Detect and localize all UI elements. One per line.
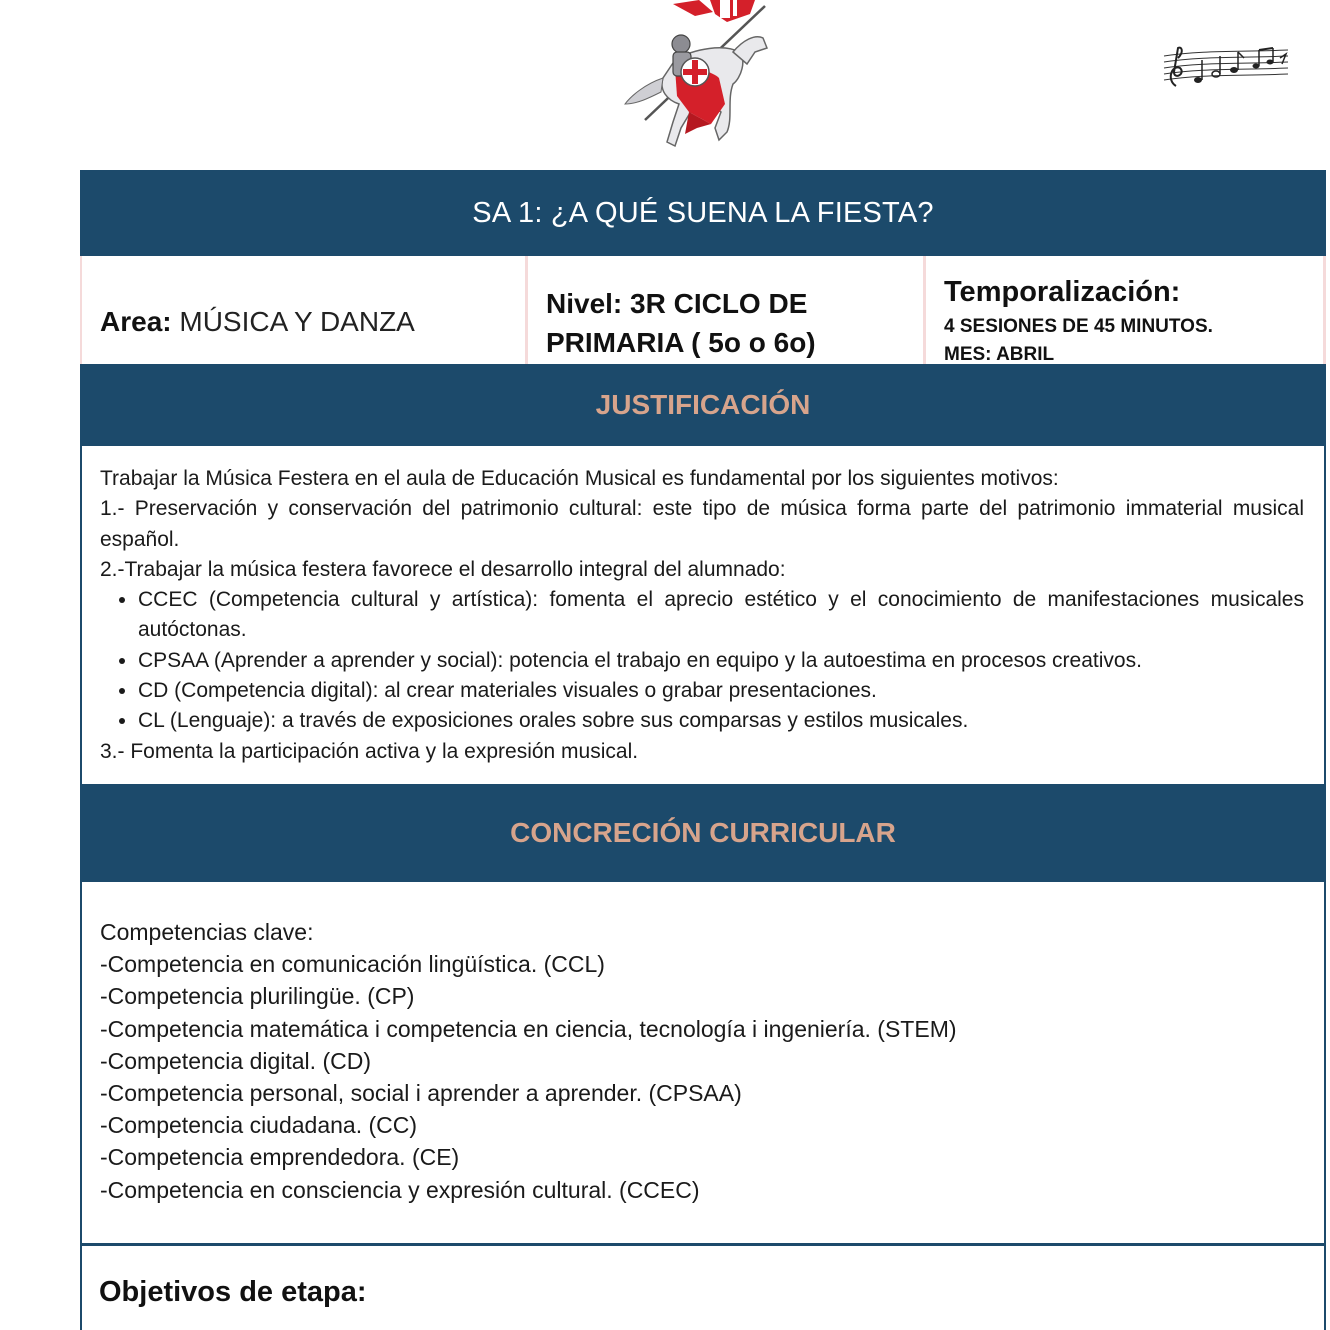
temporalizacion-title: Temporalización: bbox=[944, 276, 1181, 308]
competencias-heading: Competencias clave: bbox=[100, 919, 314, 945]
list-item: -Competencia en consciencia y expresión cultural. (CCEC) bbox=[100, 1176, 700, 1203]
list-item: -Competencia matemática i competencia en ciencia, tecnología i ingeniería. (STEM) bbox=[100, 1015, 957, 1042]
list-item: -Competencia emprendedora. (CE) bbox=[100, 1144, 460, 1171]
list-item: • CPSAA (Aprender a aprender y social): potencia el trabajo en equipo y la autoestima en procesos creativos. bbox=[138, 646, 1304, 676]
area-value: MÚSICA Y DANZA bbox=[179, 306, 415, 337]
justificacion-intro: Trabajar la Música Festera en el aula de Educación Musical es fundamental por los siguientes motivos: bbox=[100, 467, 1059, 490]
list-item: • CL (Lenguaje): a través de exposiciones orales sobre sus comparsas y estilos musicales. bbox=[138, 706, 1304, 736]
list-item: -Competencia digital. (CD) bbox=[100, 1047, 371, 1074]
situation-title-bar bbox=[80, 170, 1326, 256]
justificacion-point-2: 2.-Trabajar la música festera favorece el desarrollo integral del alumnado: bbox=[100, 557, 786, 581]
info-row bbox=[80, 256, 1326, 364]
list-item: • CD (Competencia digital): al crear materiales visuales o grabar presentaciones. bbox=[138, 676, 1304, 706]
concrecion-body bbox=[80, 882, 1326, 1244]
objetivos-title: Objetivos de etapa: bbox=[99, 1276, 367, 1308]
justificacion-bullet-list bbox=[100, 585, 1304, 736]
music-staff-notes-icon bbox=[1162, 44, 1292, 96]
concrecion-title: CONCRECIÓN CURRICULAR bbox=[510, 817, 896, 848]
justificacion-title: JUSTIFICACIÓN bbox=[595, 389, 811, 420]
area-text bbox=[100, 306, 415, 338]
list-item: -Competencia en comunicación lingüística. (CCL) bbox=[100, 951, 605, 978]
area-cell bbox=[80, 256, 528, 364]
situation-title: SA 1: ¿A QUÉ SUENA LA FIESTA? bbox=[472, 196, 934, 229]
list-item: -Competencia ciudadana. (CC) bbox=[100, 1112, 418, 1139]
justificacion-point-3: 3.- Fomenta la participación activa y la expresión musical. bbox=[100, 739, 639, 763]
nivel-cell bbox=[528, 256, 926, 364]
justificacion-bar bbox=[80, 364, 1326, 446]
justificacion-body bbox=[80, 446, 1326, 784]
concrecion-bar bbox=[80, 784, 1326, 882]
nivel-line-2: PRIMARIA ( 5o o 6o) bbox=[546, 327, 816, 358]
temporalizacion-month: MES: ABRIL bbox=[944, 344, 1055, 364]
nivel-text bbox=[546, 284, 816, 362]
list-item: • CCEC (Competencia cultural y artística): fomenta el aprecio estético y el conocimiento de manifestaciones musicales autóctonas. bbox=[138, 585, 1304, 646]
list-item: -Competencia plurilingüe. (CP) bbox=[100, 983, 415, 1010]
nivel-line-1: Nivel: 3R CICLO DE bbox=[546, 288, 808, 319]
list-item: -Competencia personal, social i aprender a aprender. (CPSAA) bbox=[100, 1080, 742, 1107]
justificacion-point-1: 1.- Preservación y conservación del patrimonio cultural: este tipo de música forma parte del patrimonio immaterial musical español. bbox=[100, 497, 1304, 551]
temporalizacion-sessions: 4 SESIONES DE 45 MINUTOS. bbox=[944, 316, 1213, 337]
area-label: Area: bbox=[100, 306, 172, 337]
knight-on-horse-illustration bbox=[615, 0, 780, 152]
temporalizacion-cell bbox=[926, 256, 1326, 364]
